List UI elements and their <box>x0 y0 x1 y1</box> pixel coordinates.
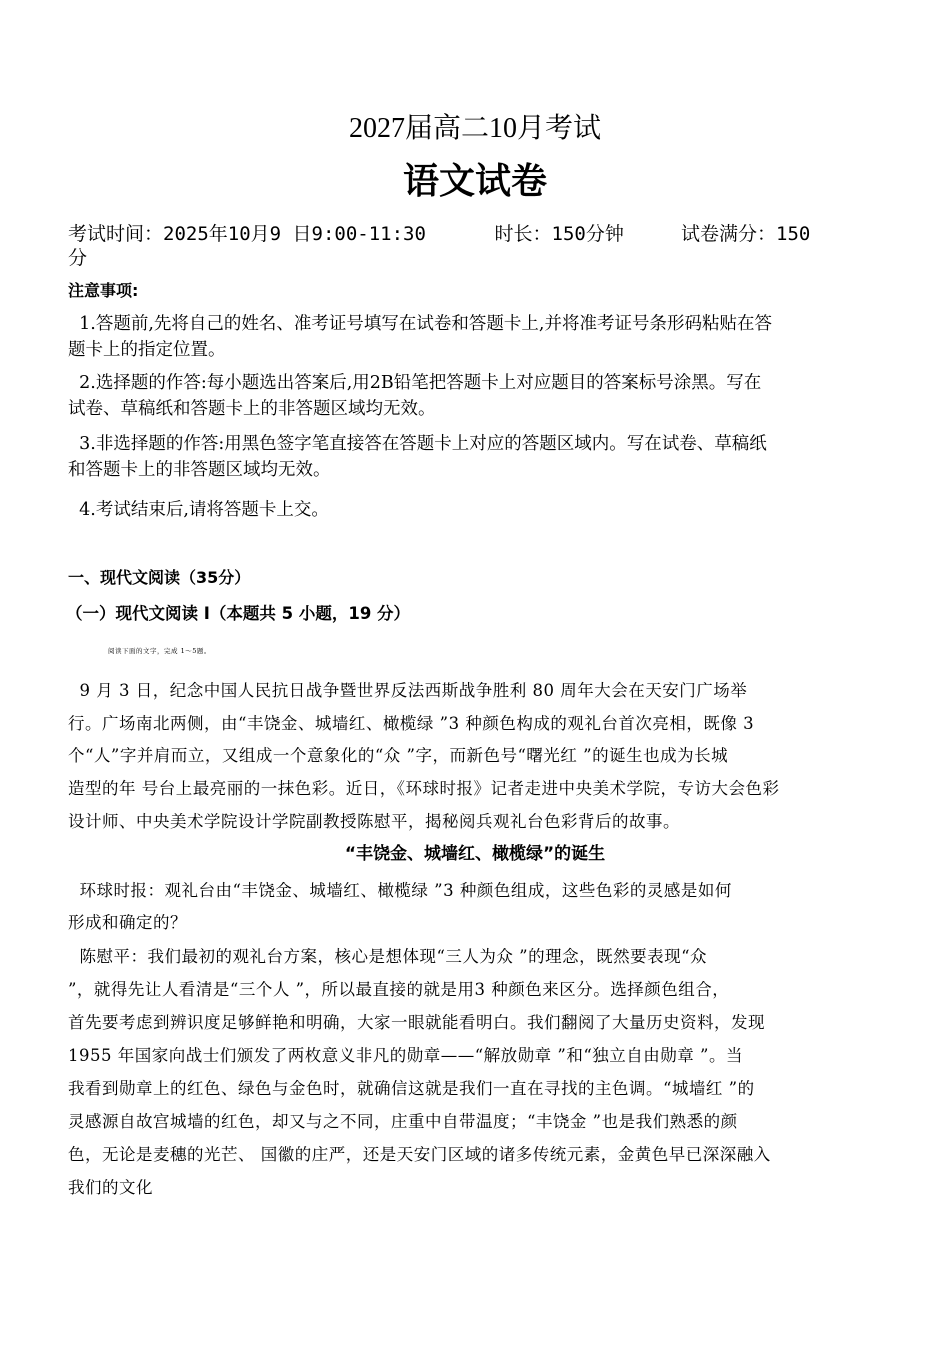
subject-title: 语文试卷 <box>402 161 547 202</box>
notice-item-3: 3.非选择题的作答:用黑色签字笔直接答在答题卡上对应的答题区域内。写在试卷、草稿纸 <box>68 434 767 454</box>
reading-instruction: 阅读下面的文字，完成 1～5题。 <box>108 647 211 655</box>
notice-item-2-wrap: 试卷、草稿纸和答题卡上的非答题区域均无效。 <box>68 399 436 419</box>
passage-line: 环球时报：观礼台由“丰饶金、城墙红、橄榄绿 ”3 种颜色组成，这些色彩的灵感是如何 <box>68 881 732 900</box>
passage-line: 9 月 3 日，纪念中国人民抗日战争暨世界反法西斯战争胜利 80 周年大会在天安门广场举 <box>68 681 748 700</box>
passage-line: 个“人”字并肩而立，又组成一个意象化的“众 ”字，而新色号“曙光红 ”的诞生也成为长城 <box>68 746 729 765</box>
section-heading: 一、现代文阅读（35分） <box>68 568 251 587</box>
notice-item-4: 4.考试结束后,请将答题卡上交。 <box>68 500 329 520</box>
passage-line: 1955 年国家向战士们颁发了两枚意义非凡的勋章——“解放勋章 ”和“独立自由勋章 ”。当 <box>68 1046 743 1065</box>
passage-line: 我看到勋章上的红色、绿色与金色时，就确信这就是我们一直在寻找的主色调。“城墙红 ”的 <box>68 1079 755 1098</box>
passage-line: 陈慰平：我们最初的观礼台方案，核心是想体现“三人为众 ”的理念，既然要表现“众 <box>68 947 708 966</box>
passage-line: 色，无论是麦穗的光芒、 国徽的庄严，还是天安门区域的诸多传统元素，金黄色早已深深融入 <box>68 1145 771 1164</box>
passage-line: 我们的文化 <box>68 1178 153 1197</box>
notice-item-1-wrap: 题卡上的指定位置。 <box>68 340 226 360</box>
exam-info-line: 考试时间：2025年10月9 日9:00-11:30 时长：150分钟 试卷满分：150 <box>68 223 811 245</box>
exam-info-line-wrap: 分 <box>68 247 88 269</box>
notice-item-1: 1.答题前,先将自己的姓名、准考证号填写在试卷和答题卡上,并将准考证号条形码粘贴在答 <box>68 314 772 334</box>
passage-line: 造型的年 号台上最亮丽的一抹色彩。近日，《环球时报》记者走进中央美术学院，专访大会色彩 <box>68 779 780 798</box>
passage-line: 行。广场南北两侧，由“丰饶金、城墙红、橄榄绿 ”3 种颜色构成的观礼台首次亮相，既像 3 <box>68 714 755 733</box>
notice-item-2: 2.选择题的作答:每小题选出答案后,用2B铅笔把答题卡上对应题目的答案标号涂黑。写在 <box>68 373 762 393</box>
notice-title: 注意事项: <box>68 281 139 300</box>
passage-line: 首先要考虑到辨识度足够鲜艳和明确，大家一眼就能看明白。我们翻阅了大量历史资料，发现 <box>68 1013 765 1032</box>
exam-title: 2027届高二10月考试 <box>348 113 601 144</box>
sub-section-heading: （一）现代文阅读 I（本题共 5 小题，19 分） <box>66 604 411 623</box>
passage-line: ”，就得先让人看清是“三个人 ”，所以最直接的就是用3 种颜色来区分。选择颜色组合， <box>68 980 730 999</box>
article-subtitle: “丰饶金、城墙红、橄榄绿”的诞生 <box>344 844 606 864</box>
passage-line: 设计师、中央美术学院设计学院副教授陈慰平，揭秘阅兵观礼台色彩背后的故事。 <box>68 812 680 831</box>
passage-line: 灵感源自故宫城墙的红色，却又与之不同，庄重中自带温度；“丰饶金 ”也是我们熟悉的颜 <box>68 1112 738 1131</box>
passage-line: 形成和确定的？ <box>68 913 187 932</box>
notice-item-3-wrap: 和答题卡上的非答题区域均无效。 <box>68 460 331 480</box>
